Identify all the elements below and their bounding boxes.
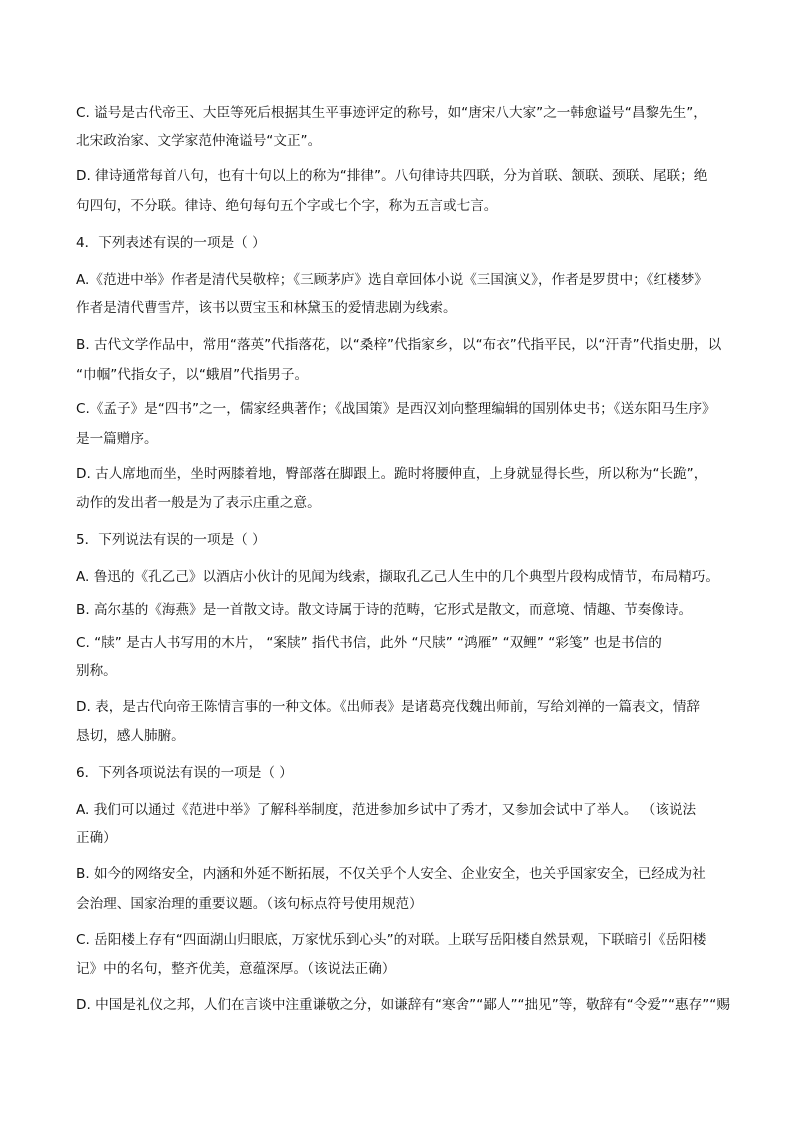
text-line: 是一篇赠序。: [76, 431, 158, 447]
text-line: C. “牍” 是古人书写用的木片， “案牍” 指代书信，此外 “尺牍” “鸿雁” “双鲤” “彩笺” 也是书信的: [76, 635, 662, 651]
text-line: A.《范进中举》作者是清代吴敬梓；《三顾茅庐》选自章回体小说《三国演义》，作者是罗贯中；《红楼梦》: [76, 272, 708, 288]
text-line: 会治理、国家治理的重要议题。（该句标点符号使用规范）: [76, 896, 423, 912]
text-line: C. 岳阳楼上存有“四面湖山归眼底，万家忧乐到心头”的对联。上联写岳阳楼自然景观，下联暗引《岳阳楼: [76, 932, 707, 948]
question-6-title: 6．下列各项说法有误的一项是（ ）: [76, 765, 293, 781]
text-line: 作者是清代曹雪芹，该书以贾宝玉和林黛玉的爱情悲剧为线索。: [76, 300, 457, 316]
text-line: “巾帼”代指女子，以“蛾眉”代指男子。: [76, 367, 309, 383]
question-4-title: 4．下列表述有误的一项是（ ）: [76, 235, 266, 251]
text-line: A. 鲁迅的《孔乙己》以酒店小伙计的见闻为线索，撷取孔乙己人生中的几个典型片段构成情节，布局精巧。: [76, 569, 720, 585]
text-line: C.《孟子》是“四书”之一，儒家经典著作；《战国策》是西汉刘向整理编辑的国别体史书；《送东阳马生序》: [76, 401, 716, 417]
text-line: C. 谥号是古代帝王、大臣等死后根据其生平事迹评定的称号，如“唐宋八大家”之一韩愈谥号“昌黎先生”，: [76, 105, 707, 121]
text-line: 句四句，不分联。律诗、绝句每句五个字或七个字，称为五言或七言。: [76, 198, 498, 214]
text-line: 记》中的名句，整齐优美，意蕴深厚。（该说法正确）: [76, 961, 396, 977]
text-line: A. 我们可以通过《范进中举》了解科举制度，范进参加乡试中了秀才，又参加会试中了举人。 （该说法: [76, 802, 697, 818]
question-5-title: 5．下列说法有误的一项是（ ）: [76, 532, 266, 548]
text-line: D. 律诗通常每首八句，也有十句以上的称为“排律”。八句律诗共四联，分为首联、颔联、颈联、尾联；绝: [76, 168, 708, 184]
text-line: D. 古人席地而坐，坐时两膝着地，臀部落在脚跟上。跪时将腰伸直，上身就显得长些，所以称为“长跪”，: [76, 466, 708, 482]
text-line: 北宋政治家、文学家范仲淹谥号“文正”。: [76, 133, 322, 149]
text-line: B. 如今的网络安全，内涵和外延不断拓展，不仅关乎个人安全、企业安全，也关乎国家安全，已经成为社: [76, 866, 706, 882]
text-line: B. 高尔基的《海燕》是一首散文诗。散文诗属于诗的范畴，它形式是散文，而意境、情趣、节奏像诗。: [76, 602, 693, 618]
text-line: 别称。: [76, 663, 117, 679]
text-line: D. 中国是礼仪之邦，人们在言谈中注重谦敬之分，如谦辞有“寒舍”“鄙人”“拙见”等，敬辞有“令爱”“惠存”“赐: [76, 997, 730, 1013]
text-line: 正确）: [76, 830, 117, 846]
text-line: D. 表，是古代向帝王陈情言事的一种文体。《出师表》是诸葛亮伐魏出师前，写给刘禅的一篇表文，情辞: [76, 699, 701, 715]
text-line: 恳切，感人肺腑。: [76, 728, 185, 744]
text-line: 动作的发出者一般是为了表示庄重之意。: [76, 495, 321, 511]
text-line: B. 古代文学作品中，常用“落英”代指落花，以“桑梓”代指家乡，以“布衣”代指平民，以“汗青”代指史册，以: [76, 337, 722, 353]
